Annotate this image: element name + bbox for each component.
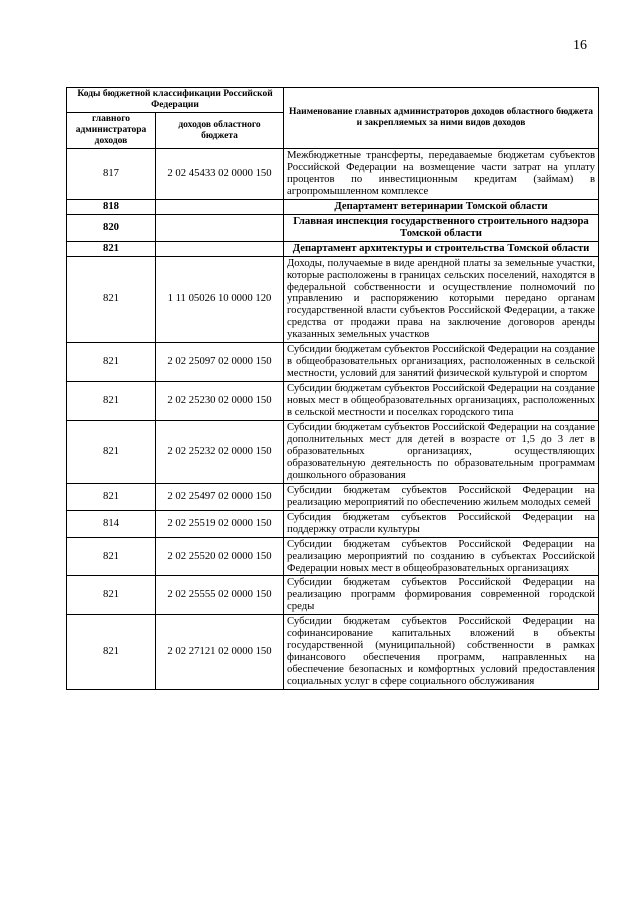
income-name-cell: Доходы, получаемые в виде арендной платы за земельные участки, которые расположены в границах сельских поселений, находятся в федеральной собственности и осуществление полномочий по управлению и распоряжению которыми передано органам государственной власти субъектов Российской Федерации, а также средства от продажи права на заключение договоров аренды указанных земельных участков bbox=[284, 256, 599, 343]
income-code-cell: 2 02 25519 02 0000 150 bbox=[156, 510, 284, 537]
admin-code-cell: 821 bbox=[67, 382, 156, 421]
income-code-cell: 2 02 25555 02 0000 150 bbox=[156, 576, 284, 615]
income-code-cell bbox=[156, 241, 284, 256]
income-name-cell: Субсидия бюджетам субъектов Российской Федерации на поддержку отрасли культуры bbox=[284, 510, 599, 537]
table-row bbox=[67, 241, 599, 256]
income-code-cell: 1 11 05026 10 0000 120 bbox=[156, 256, 284, 343]
table-row bbox=[67, 576, 599, 615]
table-row bbox=[67, 382, 599, 421]
table-row bbox=[67, 510, 599, 537]
table-row bbox=[67, 149, 599, 200]
budget-classification-table bbox=[66, 87, 599, 690]
admin-code-cell: 821 bbox=[67, 615, 156, 690]
table-row bbox=[67, 537, 599, 576]
income-code-cell: 2 02 25520 02 0000 150 bbox=[156, 537, 284, 576]
income-name-cell: Субсидии бюджетам субъектов Российской Федерации на софинансирование капитальных вложений в объекты государственной (муниципальной) собственности в рамках финансового обеспечения программ, направленных на обеспечение безопасных и комфортных условий предоставления социальных услуг в сфере социального обслуживания bbox=[284, 615, 599, 690]
admin-column-header: главного администратора доходов bbox=[67, 113, 156, 149]
page-number: 16 bbox=[573, 38, 587, 53]
income-code-cell bbox=[156, 199, 284, 214]
income-code-cell: 2 02 25232 02 0000 150 bbox=[156, 421, 284, 484]
table-row bbox=[67, 483, 599, 510]
admin-code-cell: 821 bbox=[67, 256, 156, 343]
table-row bbox=[67, 421, 599, 484]
income-name-cell: Субсидии бюджетам субъектов Российской Федерации на реализацию мероприятий по обеспечению жильем молодых семей bbox=[284, 483, 599, 510]
table-row bbox=[67, 615, 599, 690]
income-code-cell: 2 02 45433 02 0000 150 bbox=[156, 149, 284, 200]
table-row bbox=[67, 256, 599, 343]
income-code-cell: 2 02 25230 02 0000 150 bbox=[156, 382, 284, 421]
income-code-cell: 2 02 25497 02 0000 150 bbox=[156, 483, 284, 510]
admin-code-cell: 817 bbox=[67, 149, 156, 200]
admin-code-cell: 821 bbox=[67, 576, 156, 615]
income-code-cell: 2 02 27121 02 0000 150 bbox=[156, 615, 284, 690]
admin-code-cell: 821 bbox=[67, 483, 156, 510]
administrator-name-cell: Департамент ветеринарии Томской области bbox=[284, 199, 599, 214]
admin-code-cell: 821 bbox=[67, 537, 156, 576]
admin-code-cell: 818 bbox=[67, 199, 156, 214]
admin-code-cell: 820 bbox=[67, 214, 156, 241]
income-name-cell: Субсидии бюджетам субъектов Российской Федерации на реализацию мероприятий по созданию в субъектах Российской Федерации новых мест в общеобразовательных организациях bbox=[284, 537, 599, 576]
administrator-name-cell: Главная инспекция государственного строительного надзора Томской области bbox=[284, 214, 599, 241]
admin-code-cell: 821 bbox=[67, 241, 156, 256]
income-name-cell: Субсидии бюджетам субъектов Российской Федерации на создание новых мест в общеобразовательных организациях, расположенных в сельской местности и поселках городского типа bbox=[284, 382, 599, 421]
income-name-cell: Субсидии бюджетам субъектов Российской Федерации на создание в общеобразовательных организациях, расположенных в сельской местности, условий для занятий физической культурой и спортом bbox=[284, 343, 599, 382]
admin-code-cell: 821 bbox=[67, 343, 156, 382]
admin-code-cell: 821 bbox=[67, 421, 156, 484]
income-code-cell bbox=[156, 214, 284, 241]
income-code-cell: 2 02 25097 02 0000 150 bbox=[156, 343, 284, 382]
admin-code-cell: 814 bbox=[67, 510, 156, 537]
table-body bbox=[67, 149, 599, 690]
income-name-cell: Субсидии бюджетам субъектов Российской Федерации на создание дополнительных мест для детей в возрасте от 1,5 до 3 лет в образовательных организациях, осуществляющих образовательную деятельность по образовательным программам дошкольного образования bbox=[284, 421, 599, 484]
table-row bbox=[67, 214, 599, 241]
administrator-name-cell: Департамент архитектуры и строительства Томской области bbox=[284, 241, 599, 256]
codes-group-header: Коды бюджетной классификации Российской Федерации bbox=[67, 88, 284, 113]
income-name-cell: Межбюджетные трансферты, передаваемые бюджетам субъектов Российской Федерации на возмещение части затрат на уплату процентов по инвестиционным кредитам (займам) в агропромышленном комплексе bbox=[284, 149, 599, 200]
table-row bbox=[67, 343, 599, 382]
table-row bbox=[67, 199, 599, 214]
income-name-cell: Субсидии бюджетам субъектов Российской Федерации на реализацию программ формирования современной городской среды bbox=[284, 576, 599, 615]
name-column-header: Наименование главных администраторов доходов областного бюджета и закрепляемых за ними видов доходов bbox=[284, 88, 599, 149]
income-column-header: доходов областного бюджета bbox=[156, 113, 284, 149]
